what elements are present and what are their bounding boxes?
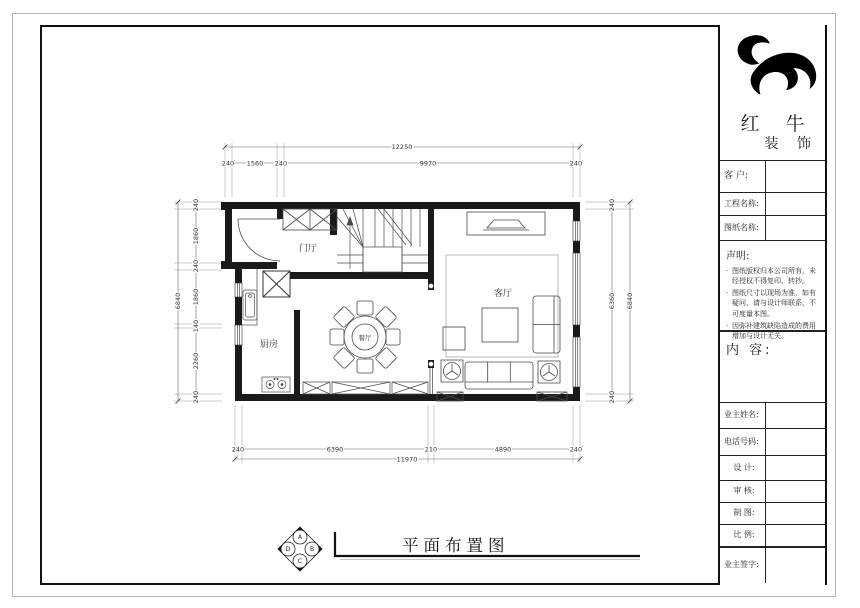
room-label-dining: 餐厅 (358, 334, 372, 342)
field-row-client (720, 160, 825, 192)
statement-item: · 因弥补建筑缺陷造成的费用增加与设计无关。 (726, 321, 822, 341)
dim-left-seg: 2260 (192, 352, 200, 370)
dim-bottom-seg: 4890 (494, 445, 512, 454)
field-row-scale (720, 524, 825, 546)
dim-bottom-overall: 11970 (396, 455, 418, 464)
living-furniture (437, 212, 567, 401)
field-label: 业主姓名: (724, 410, 759, 420)
marker-letter-d: D (285, 546, 291, 554)
entry-door (238, 219, 280, 261)
drawing-title: 平面布置图 (402, 536, 510, 555)
kitchen-fixtures (242, 269, 290, 392)
brand-logo-area (720, 25, 825, 160)
statement-item: · 图纸尺寸以现场为准，如有疑问，请与设计师联系，不可度量本图。 (726, 288, 822, 318)
dim-top-seg: 240 (274, 159, 288, 168)
field-label: 制 图: (733, 508, 755, 518)
dim-right-seg: 240 (608, 390, 616, 404)
field-label: 工程名称: (724, 198, 759, 208)
room-label-foyer: 门厅 (298, 244, 318, 254)
marker-letter-c: C (297, 558, 303, 566)
room-label-living: 客厅 (493, 289, 513, 299)
marker-letter-a: A (297, 534, 303, 542)
field-row-sheet-name (720, 215, 825, 240)
field-value (765, 481, 825, 502)
field-row-phone (720, 428, 825, 455)
floor-plan-canvas (40, 25, 718, 581)
bull-logo-icon (722, 27, 827, 109)
dim-left-seg: 1860 (192, 288, 200, 306)
dim-bottom-seg: 6390 (326, 445, 344, 454)
field-value (765, 161, 825, 192)
dim-bottom-seg: 210 (424, 445, 438, 454)
field-label: 电话号码: (724, 436, 759, 446)
opening-posts (429, 284, 434, 395)
sideboard-cabinets (303, 382, 428, 394)
field-value (765, 429, 825, 455)
field-row-drafter (720, 502, 825, 524)
statement-section (720, 240, 825, 340)
field-value (765, 403, 825, 428)
statement-item: · 图纸版权归本公司所有，未经授权不得复印、转抄。 (726, 266, 822, 286)
dim-left-overall: 6840 (174, 292, 182, 310)
field-row-designer (720, 455, 825, 480)
dim-bottom-seg: 240 (231, 445, 245, 454)
dim-right-seg: 6360 (608, 292, 616, 310)
field-value (765, 525, 825, 546)
dim-right-seg: 240 (608, 198, 616, 212)
dim-left-seg: 1860 (192, 227, 200, 245)
field-row-owner-signature (720, 546, 825, 583)
dim-right-overall: 6840 (626, 292, 634, 310)
dim-left-seg: 140 (192, 319, 200, 333)
dim-left-seg: 240 (192, 198, 200, 212)
field-value (765, 216, 825, 240)
field-row-reviewer (720, 480, 825, 502)
drawing-title-group (335, 532, 640, 560)
field-label: 比 例: (733, 530, 755, 540)
field-row-project-name (720, 192, 825, 215)
foyer-closet (283, 209, 337, 230)
dim-bottom-seg: 240 (569, 445, 583, 454)
field-label: 审 核: (733, 486, 755, 496)
title-block (718, 25, 825, 585)
dimension-ticks (176, 145, 633, 462)
content-section: 内 容: (720, 330, 825, 402)
field-value (765, 503, 825, 524)
field-row-owner-name (720, 402, 825, 428)
dim-top-seg: 1560 (246, 159, 264, 168)
field-label: 设 计: (733, 462, 755, 472)
statement-heading: 声明: (726, 251, 750, 262)
field-label: 图纸名称: (724, 222, 759, 232)
stairs (337, 209, 428, 272)
dim-top-seg: 240 (221, 159, 235, 168)
dim-top-seg: 240 (569, 159, 583, 168)
field-label: 业主签字: (724, 560, 759, 570)
dim-left-seg: 240 (192, 390, 200, 404)
walls (221, 202, 580, 401)
field-value (765, 548, 825, 583)
field-label: 客 户: (724, 170, 748, 181)
dim-left-seg: 240 (192, 259, 200, 273)
brand-subname: 装 饰 (764, 136, 818, 152)
field-value (765, 193, 825, 215)
marker-letter-b: B (309, 546, 315, 554)
brand-name: 红 牛 (740, 113, 815, 135)
cabinet-box (263, 271, 290, 297)
dim-top-seg: 9970 (419, 159, 437, 168)
elevation-marker (278, 527, 322, 571)
field-value (765, 456, 825, 480)
dim-top-overall: 12250 (391, 143, 413, 151)
room-label-kitchen: 厨房 (259, 340, 279, 350)
